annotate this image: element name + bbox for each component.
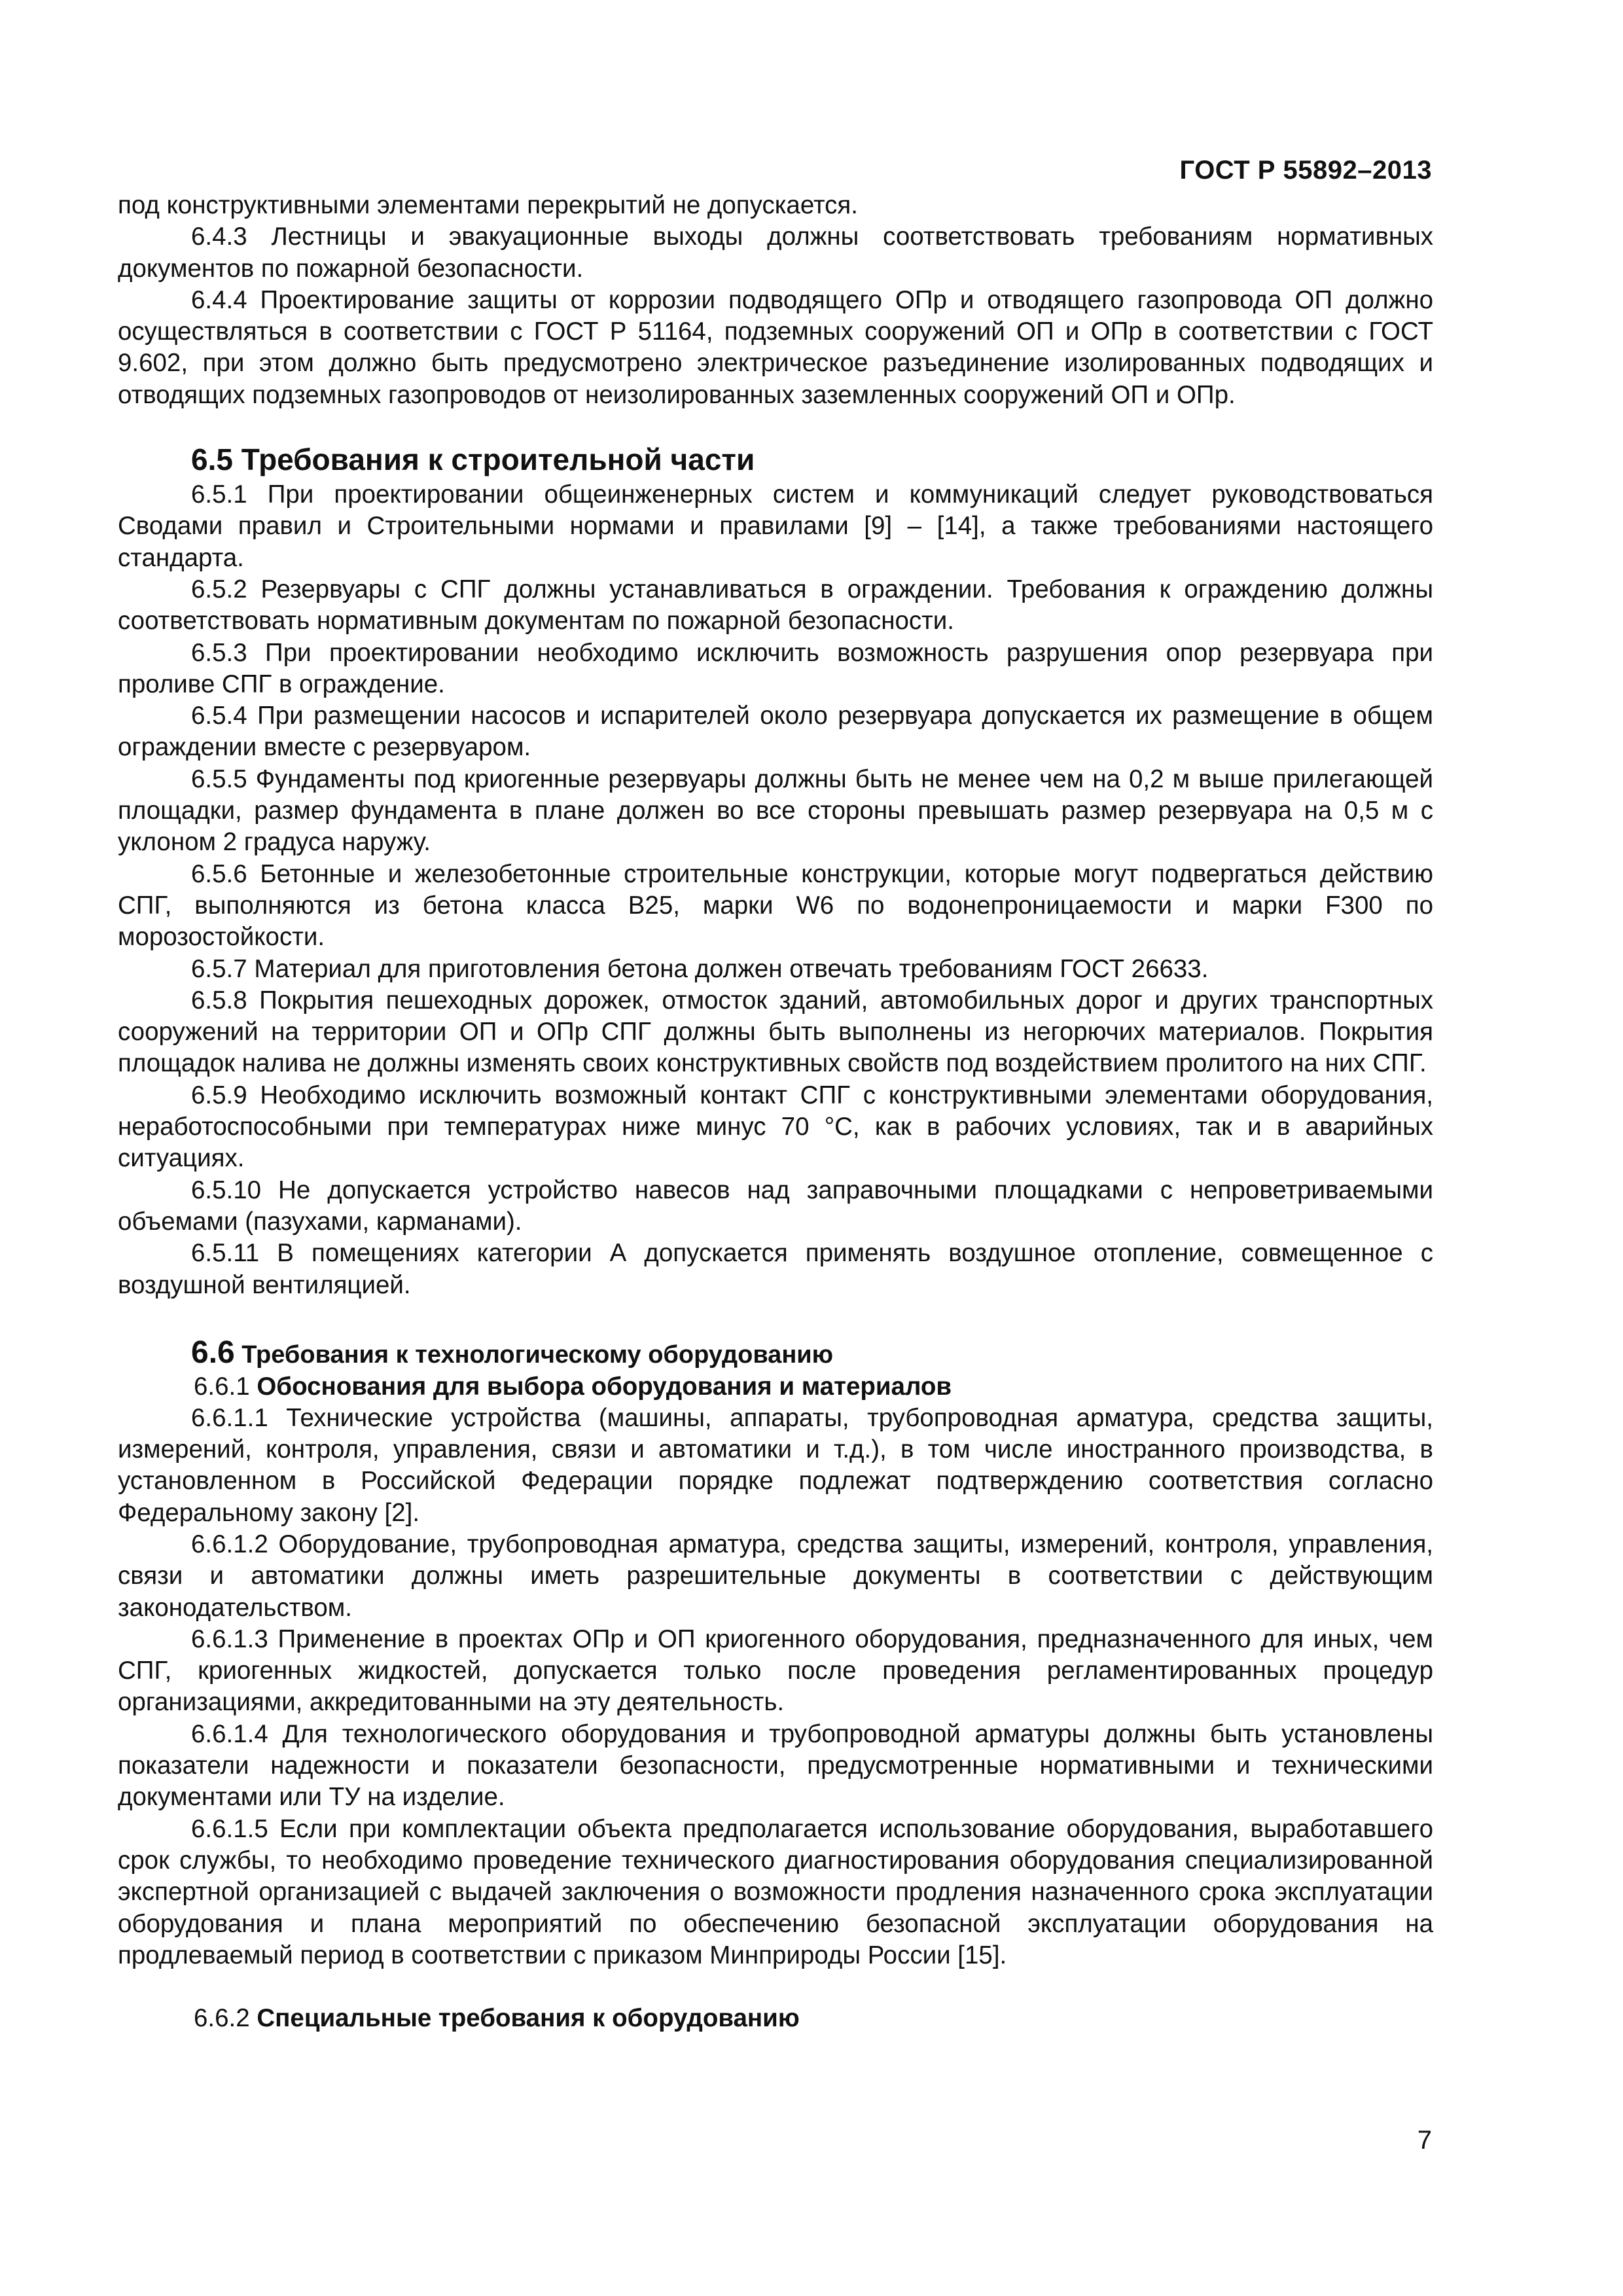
paragraph-6-5-11: 6.5.11 В помещениях категории А допускается применять воздушное отопление, совмещенное с воздушной вентиляцией. <box>118 1239 1433 1299</box>
subsection-title-6-6-1: Обоснования для выбора оборудования и материалов <box>257 1372 952 1401</box>
paragraph-6-4-4: 6.4.4 Проектирование защиты от коррозии подводящего ОПр и отводящего газопровода ОП должно осуществляться в соответствии с ГОСТ Р 51164, подземных сооружений ОП и ОПр в соответствии с ГОСТ 9.602, при этом должно быть предусмотрено электрическое разъединение изолированных подводящих и отводящих подземных газопроводов от неизолированных заземленных сооружений ОП и ОПр. <box>118 285 1433 409</box>
paragraph-6-6-1-5: 6.6.1.5 Если при комплектации объекта предполагается использование оборудования, выработавшего срок службы, то необходимо проведение технического диагностирования оборудования специализированной экспертной организацией с выдачей заключения о возможности продления назначенного срока эксплуатации оборудования и плана мероприятий по обеспечению безопасной эксплуатации оборудования на продлеваемый период в соответствии с приказом Минприроды России [15]. <box>118 1814 1433 1969</box>
document-code-header: ГОСТ Р 55892–2013 <box>1179 156 1432 185</box>
subsection-title-6-6-2: Специальные требования к оборудованию <box>257 2004 800 2033</box>
section-title-6-6: Требования к технологическому оборудованию <box>241 1340 834 1369</box>
subsection-number-6-6-1: 6.6.1 <box>194 1372 250 1401</box>
section-heading-6-6 <box>118 1336 1433 1371</box>
paragraph-6-4-3: 6.4.3 Лестницы и эвакуационные выходы должны соответствовать требованиям нормативных документов по пожарной безопасности. <box>118 223 1433 283</box>
paragraph-6-5-8: 6.5.8 Покрытия пешеходных дорожек, отмосток зданий, автомобильных дорог и других транспортных сооружений на территории ОП и ОПр СПГ должны быть выполнены из негорючих материалов. Покрытия площадок налива не должны изменять своих конструктивных свойств под воздействием пролитого на них СПГ. <box>118 986 1433 1078</box>
section-heading-6-5: 6.5 Требования к строительной части <box>191 442 755 477</box>
paragraph-6-6-1-3: 6.6.1.3 Применение в проектах ОПр и ОП криогенного оборудования, предназначенного для иных, чем СПГ, криогенных жидкостей, допускается только после проведения регламентированных процедур организациями, аккредитованными на эту деятельность. <box>118 1624 1433 1717</box>
paragraph-6-5-3: 6.5.3 При проектировании необходимо исключить возможность разрушения опор резервуара при проливе СПГ в ограждение. <box>118 638 1433 698</box>
subsection-number-6-6-2: 6.6.2 <box>194 2004 250 2033</box>
paragraph-6-5-1: 6.5.1 При проектировании общеинженерных систем и коммуникаций следует руководствоваться Сводами правил и Строительными нормами и правилами [9] – [14], а также требованиями настоящего стандарта. <box>118 480 1433 572</box>
subsection-heading-6-6-1 <box>118 1371 1433 1403</box>
section-number-6-6: 6.6 <box>191 1335 235 1370</box>
paragraph-6-5-7: 6.5.7 Материал для приготовления бетона должен отвечать требованиям ГОСТ 26633. <box>191 954 1209 983</box>
paragraph-6-5-9: 6.5.9 Необходимо исключить возможный контакт СПГ с конструктивными элементами оборудования, неработоспособными при температурах ниже минус 70 °С, как в рабочих условиях, так и в аварийных ситуациях. <box>118 1081 1433 1173</box>
paragraph-6-5-5: 6.5.5 Фундаменты под криогенные резервуары должны быть не менее чем на 0,2 м выше прилегающей площадки, размер фундамента в плане должен во все стороны превышать размер резервуара на 0,5 м с уклоном 2 градуса наружу. <box>118 764 1433 857</box>
paragraph-6-5-4: 6.5.4 При размещении насосов и испарителей около резервуара допускается их размещение в общем ограждении вместе с резервуаром. <box>118 702 1433 762</box>
paragraph-6-6-1-4: 6.6.1.4 Для технологического оборудования и трубопроводной арматуры должны быть установлены показатели надежности и показатели безопасности, предусмотренные нормативными и техническими документами или ТУ на изделие. <box>118 1719 1433 1812</box>
paragraph-6-5-2: 6.5.2 Резервуары с СПГ должны устанавливаться в ограждении. Требования к ограждению должны соответствовать нормативным документам по пожарной безопасности. <box>118 575 1433 636</box>
paragraph-6-5-10: 6.5.10 Не допускается устройство навесов над заправочными площадками с непроветриваемыми объемами (пазухами, карманами). <box>118 1175 1433 1236</box>
page-number: 7 <box>1417 2126 1432 2155</box>
document-body <box>118 190 1433 2034</box>
paragraph-6-5-6: 6.5.6 Бетонные и железобетонные строительные конструкции, которые могут подвергаться действию СПГ, выполняются из бетона класса В25, марки W6 по водонепроницаемости и марки F300 по морозостойкости. <box>118 859 1433 952</box>
paragraph-6-4-2-continuation: под конструктивными элементами перекрытий не допускается. <box>118 191 858 219</box>
paragraph-6-6-1-2: 6.6.1.2 Оборудование, трубопроводная арматура, средства защиты, измерений, контроля, управления, связи и автоматики должны иметь разрешительные документы в соответствии с действующим законодательством. <box>118 1530 1433 1622</box>
paragraph-6-6-1-1: 6.6.1.1 Технические устройства (машины, аппараты, трубопроводная арматура, средства защиты, измерений, контроля, управления, связи и автоматики и т.д.), в том числе иностранного производства, в установленном в Российской Федерации порядке подлежат подтверждению соответствия согласно Федеральному закону [2]. <box>118 1403 1433 1527</box>
subsection-heading-6-6-2 <box>118 2003 1433 2034</box>
